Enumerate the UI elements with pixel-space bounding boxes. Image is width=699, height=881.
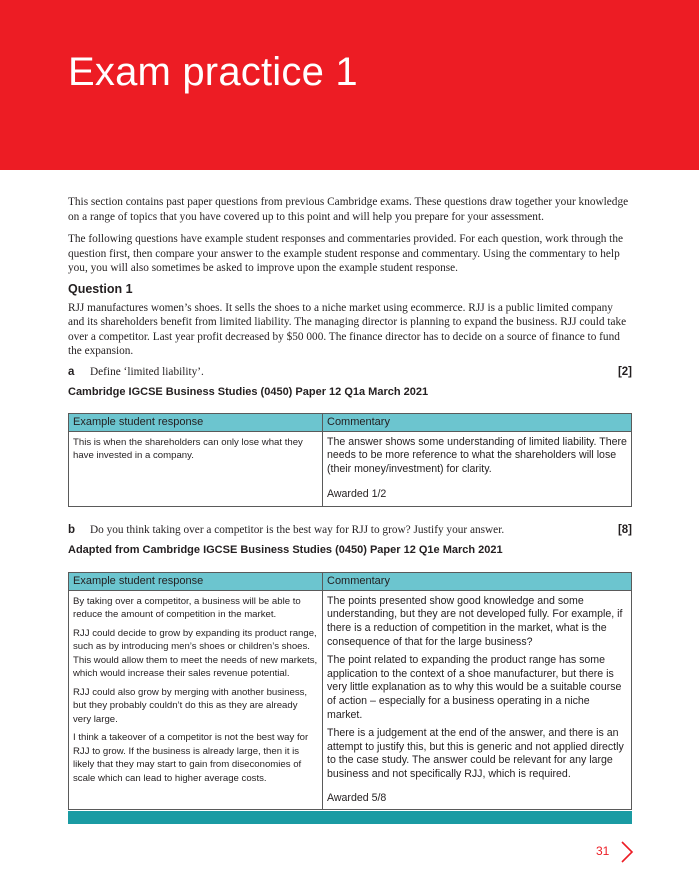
- question-part-b: [68, 523, 632, 538]
- student-response: [69, 590, 323, 809]
- commentary-paragraph: The points presented show good knowledge and some understanding, but they are not developed fully. For example, if there is a reduction of competition in the market, what is the consequence of that for the large business?: [327, 594, 623, 648]
- chevron-right-icon[interactable]: [620, 840, 634, 864]
- part-text: Define ‘limited liability’.: [90, 365, 204, 378]
- awarded-marks: Awarded 1/2: [327, 488, 387, 501]
- column-header-commentary: Commentary: [323, 572, 632, 590]
- page-number: 31: [596, 844, 610, 858]
- page-content: [68, 195, 632, 810]
- student-response: [69, 431, 323, 506]
- commentary-paragraph: The answer shows some understanding of limited liability. There needs to be more reference to what the shareholders will lose (their money/investment) for clarity.: [327, 435, 627, 475]
- part-marks: [8]: [617, 523, 632, 536]
- commentary-paragraph: There is a judgement at the end of the answer, and there is an attempt to justify this, but this is generic and not applied directly to the case study. The answer could be relevant for any large business and not specifically RJJ, which is required.: [327, 727, 624, 780]
- commentary: [323, 431, 632, 506]
- source-reference: Cambridge IGCSE Business Studies (0450) Paper 12 Q1a March 2021: [68, 385, 429, 398]
- intro-paragraph: The following questions have example student responses and commentaries provided. For each question, work through the question first, then compare your answer to the example student response and commentary. Using the commentary to help you, you will also sometimes be asked to improve upon the example student response.: [68, 233, 623, 274]
- student-paragraph: RJJ could decide to grow by expanding its product range, such as by introducing men’s shoes or children’s shoes. This would allow them to meet the needs of new markets, which would increase their sales revenue potential.: [73, 627, 318, 680]
- page-title: Exam practice 1: [68, 50, 358, 94]
- response-table-a: [68, 413, 632, 507]
- part-letter: b: [68, 523, 76, 536]
- column-header-student: Example student response: [69, 413, 323, 431]
- student-paragraph: RJJ could also grow by merging with another business, but they probably couldn’t do this as they are already very large.: [73, 686, 308, 725]
- student-paragraph: I think a takeover of a competitor is not the best way for RJJ to grow. If the business is already large, then it is likely that they may start to gain from diseconomies of scale which can lead to higher average costs.: [73, 732, 309, 784]
- part-letter: a: [68, 365, 75, 378]
- awarded-marks: Awarded 5/8: [327, 791, 387, 804]
- intro-paragraph: This section contains past paper questions from previous Cambridge exams. These questions draw together your knowledge on a range of topics that you have covered up to this point and will help you prepare for your assessment.: [68, 196, 629, 223]
- part-text: Do you think taking over a competitor is the best way for RJJ to grow? Justify your answer.: [90, 523, 505, 536]
- column-header-commentary: Commentary: [323, 413, 632, 431]
- student-paragraph: This is when the shareholders can only lose what they have invested in a company.: [73, 436, 303, 461]
- question-stem: RJJ manufactures women’s shoes. It sells the shoes to a niche market using ecommerce. RJJ is a public limited company and its shareholders benefit from limited liability. The managing director is planning to expand the business. RJJ could take over a competitor. Last year profit decreased by $50 000. The finance director has to decide on a source of finance to fund the expansion.: [68, 301, 627, 357]
- commentary: [323, 590, 632, 809]
- source-reference: Adapted from Cambridge IGCSE Business Studies (0450) Paper 12 Q1e March 2021: [68, 543, 503, 556]
- question-part-a: [68, 365, 632, 380]
- header-banner: [0, 0, 699, 170]
- column-header-student: Example student response: [69, 572, 323, 590]
- footer-divider-bar: [68, 811, 632, 824]
- part-marks: [2]: [617, 365, 632, 378]
- commentary-paragraph: The point related to expanding the product range has some application to the context of a shoe manufacturer, but there is very little explanation as to why this would be a suitable course of action – especially for a business operating in a niche market.: [327, 654, 622, 721]
- question-heading: Question 1: [68, 281, 133, 296]
- response-table-b: [68, 572, 632, 810]
- student-paragraph: By taking over a competitor, a business will be able to reduce the amount of competition in the market.: [73, 595, 301, 621]
